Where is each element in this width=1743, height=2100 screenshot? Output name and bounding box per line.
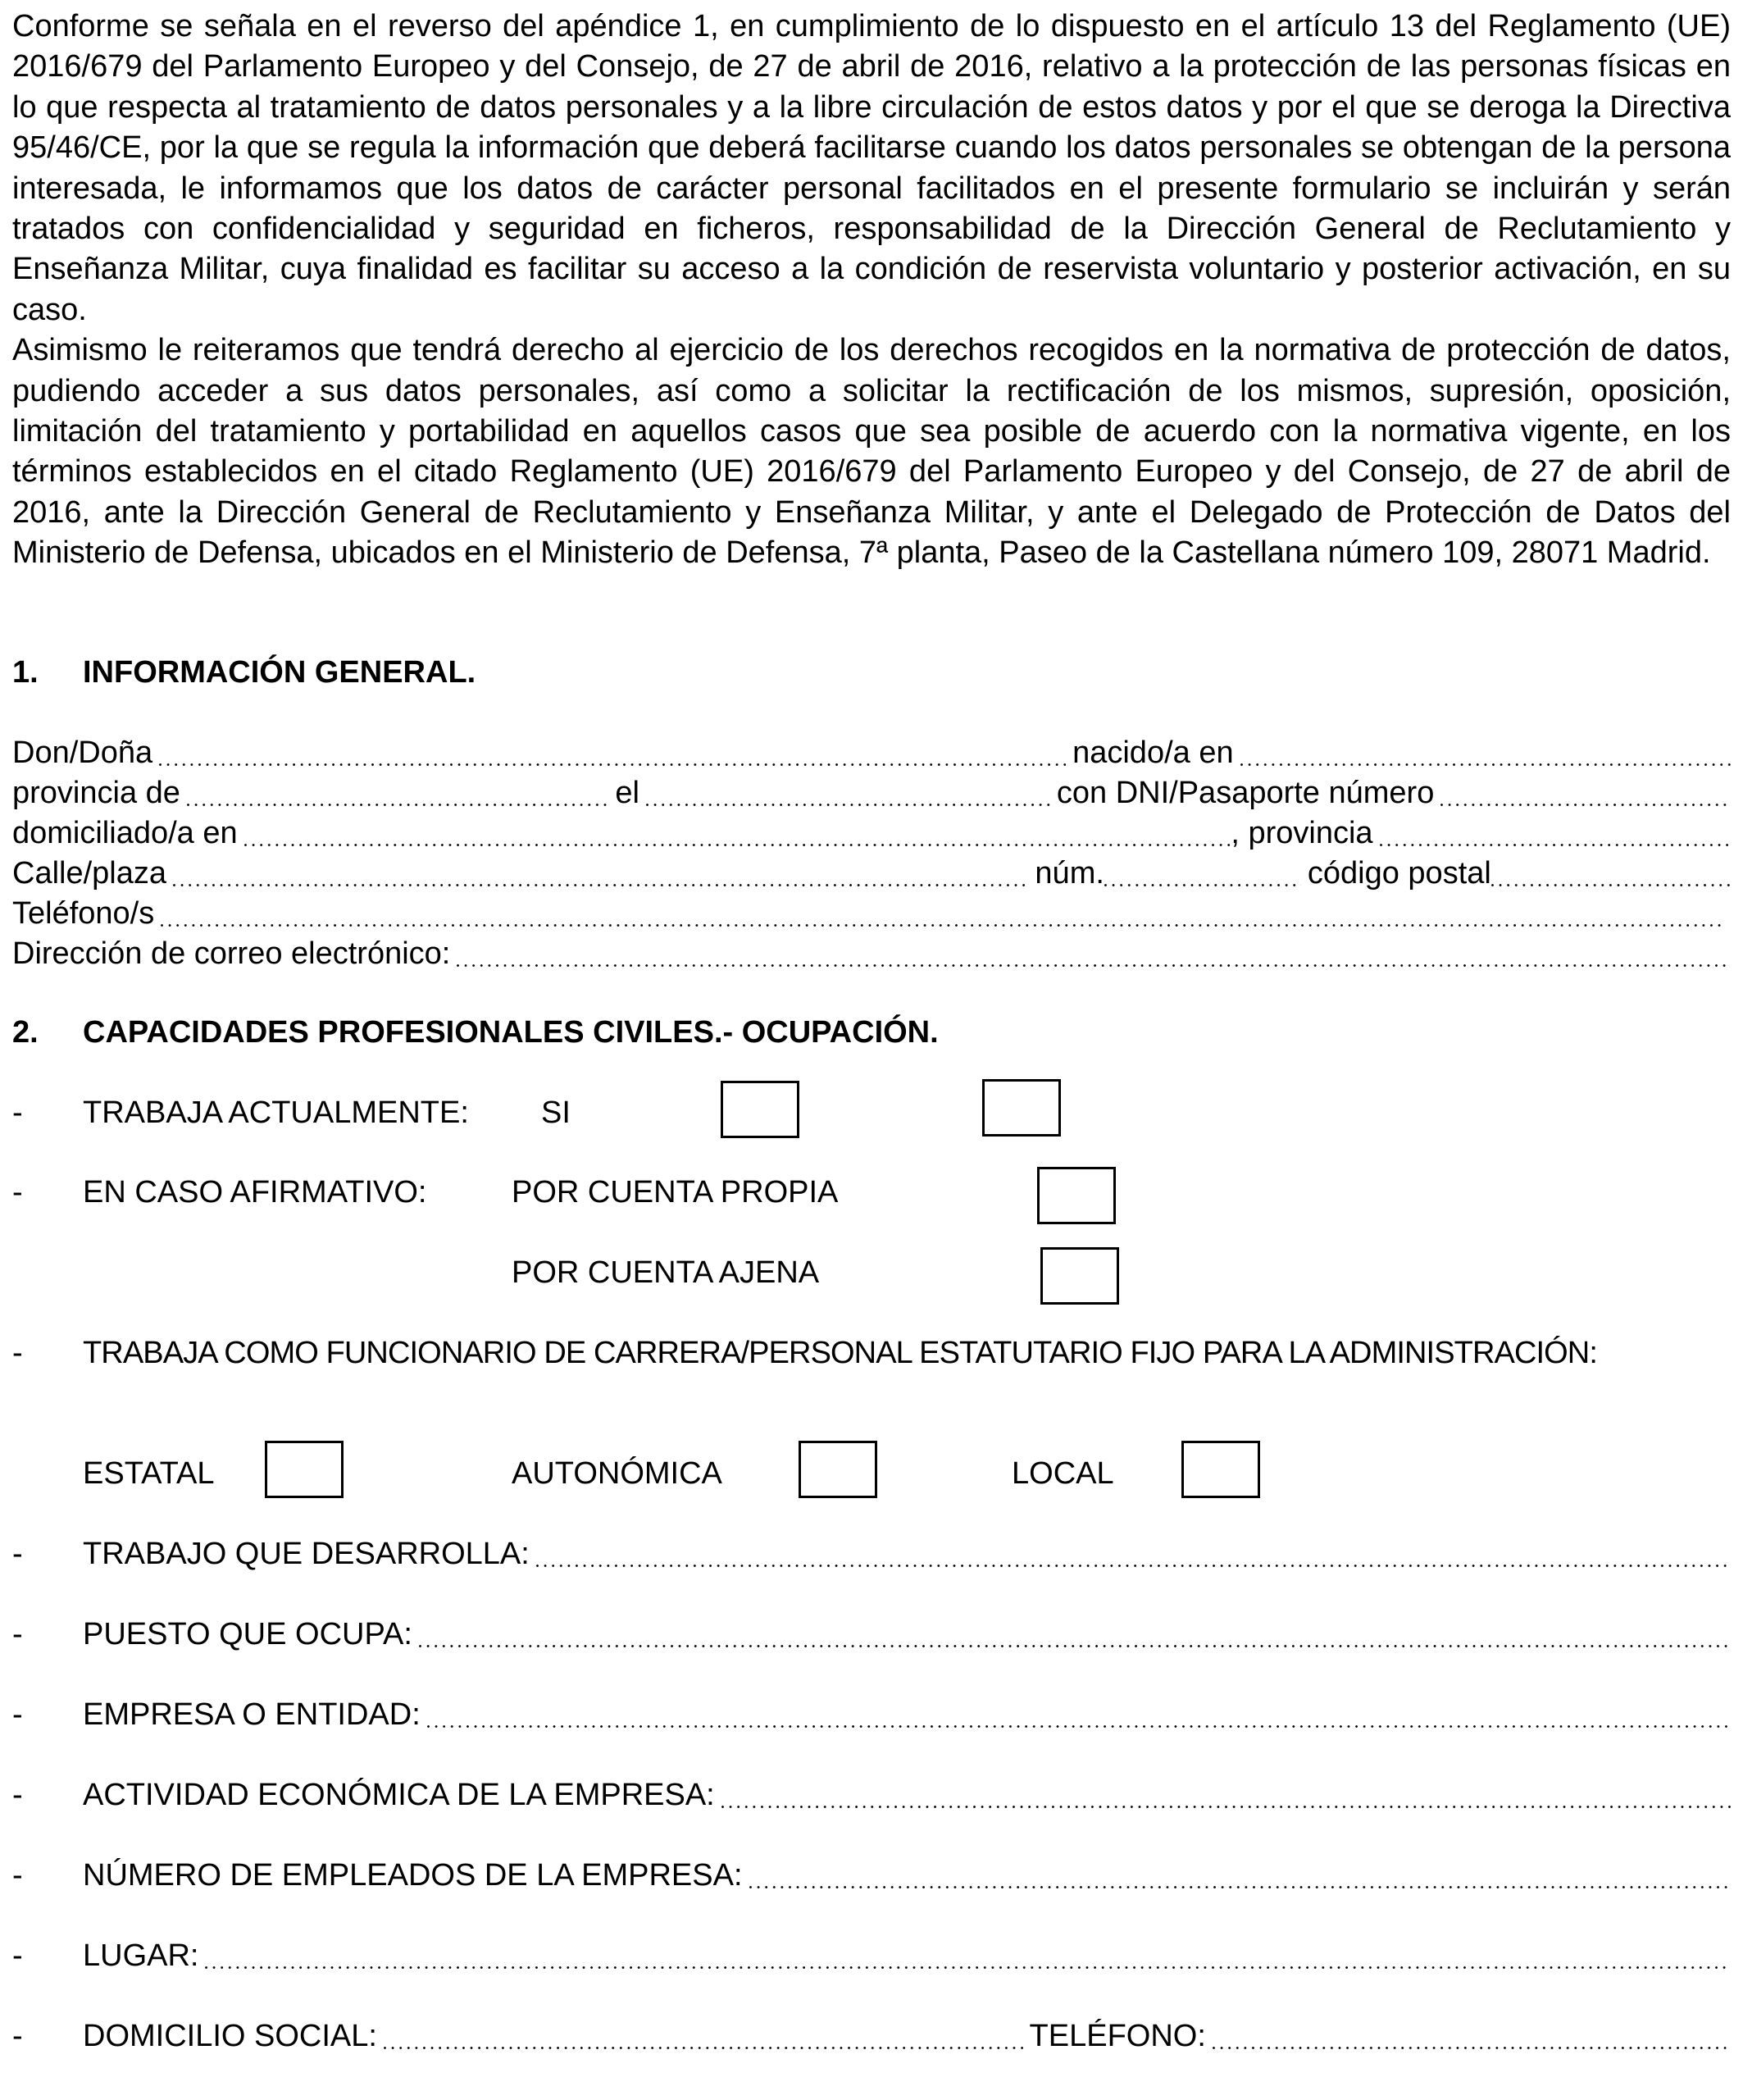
domiciliado-label: domiciliado/a en: [12, 816, 238, 850]
section-2-heading: 2. CAPACIDADES PROFESIONALES CIVILES.- OCUPACIÓN.: [12, 1015, 939, 1050]
empleados-label: NÚMERO DE EMPLEADOS DE LA EMPRESA:: [83, 1858, 743, 1893]
dni-field[interactable]: [1440, 773, 1731, 813]
don-dona-label: Don/Doña: [12, 736, 153, 770]
autonomica-checkbox[interactable]: [799, 1441, 877, 1498]
email-line: [12, 934, 1726, 974]
local-label: LOCAL: [1012, 1456, 1114, 1491]
domicilio-social-field[interactable]: [384, 2016, 1023, 2057]
cuenta-propia-label: POR CUENTA PROPIA: [512, 1175, 839, 1209]
cuenta-ajena-row: [12, 1253, 1731, 1293]
funcionario-label: TRABAJA COMO FUNCIONARIO DE CARRERA/PERSONAL ESTATUTARIO FIJO PARA LA ADMINISTRACIÓN:: [83, 1336, 1598, 1370]
estatal-checkbox[interactable]: [265, 1441, 344, 1498]
calle-label: Calle/plaza: [12, 856, 166, 891]
form-page: [12, 0, 1731, 2100]
codigo-postal-label: código postal: [1307, 856, 1491, 891]
email-field[interactable]: [457, 934, 1726, 974]
section-1-heading: 1. INFORMACIÓN GENERAL.: [12, 655, 476, 690]
privacy-notice: [12, 7, 1731, 574]
lugar-label: LUGAR:: [83, 1938, 199, 1973]
si-label: SI: [541, 1096, 571, 1130]
domicilio-social-line: - DOMICILIO SOCIAL: TELÉFONO:: [12, 2016, 1731, 2057]
telefono-field[interactable]: [1213, 2016, 1731, 2057]
puesto-field[interactable]: [419, 1615, 1731, 1655]
si-checkbox[interactable]: [721, 1081, 799, 1138]
phones-field[interactable]: [161, 894, 1726, 934]
privacy-paragraph-2: Asimismo le reiteramos que tendrá derecho al ejercicio de los derechos recogidos en la normativa de protección de datos, pudiendo acceder a sus datos personales, así como a solicitar la rectificación de los mismos, supresión, oposición, limitación del tratamiento y portabilidad en aquellos casos que sea posible de acuerdo con la normativa vigente, en los términos establecidos en el citado Reglamento (UE) 2016/679 del Parlamento Europeo y del Consejo, de 27 de abril de 2016, ante la Dirección General de Reclutamiento y Enseñanza Militar, y ante el Delegado de Protección de Datos del Ministerio de Defensa, ubicados en el Ministerio de Defensa, 7ª planta, Paseo de la Castellana número 109, 28071 Madrid.: [12, 333, 1731, 571]
telefonos-label: Teléfono/s: [12, 896, 155, 931]
actividad-line: - ACTIVIDAD ECONÓMICA DE LA EMPRESA:: [12, 1775, 1731, 1815]
street-number-field[interactable]: [1104, 854, 1301, 894]
trabajo-desarrolla-label: TRABAJO QUE DESARROLLA:: [83, 1537, 530, 1571]
domicile-line: [12, 813, 1731, 854]
privacy-paragraph-1: Conforme se señala en el reverso del apéndice 1, en cumplimiento de lo dispuesto en el artículo 13 del Reglamento (UE) 2016/679 del Parlamento Europeo y del Consejo, de 27 de abril de 2016, relativo a la protección de las personas físicas en lo que respecta al tratamiento de datos personales y a la libre circulación de estos datos y por el que se deroga la Directiva 95/46/CE, por la que se regula la información que deberá facilitarse cuando los datos personales se obtengan de la persona interesada, le informamos que los datos de carácter personal facilitados en el presente formulario se incluirán y serán tratados con confidencialidad y seguridad en ficheros, responsabilidad de la Dirección General de Reclutamiento y Enseñanza Militar, cuya finalidad es facilitar su acceso a la condición de reservista voluntario y posterior activación, en su caso.: [12, 9, 1731, 327]
birthplace-field[interactable]: [1240, 733, 1731, 773]
name-birthplace-line: [12, 733, 1731, 773]
autonomica-label: AUTONÓMICA: [512, 1456, 722, 1491]
empleados-line: - NÚMERO DE EMPLEADOS DE LA EMPRESA:: [12, 1856, 1731, 1896]
cuenta-propia-checkbox[interactable]: [1037, 1167, 1116, 1224]
telefono-label: TELÉFONO:: [1029, 2019, 1206, 2053]
funcionario-row: - TRABAJA COMO FUNCIONARIO DE CARRERA/PERSONAL ESTATUTARIO FIJO PARA LA ADMINISTRACIÓN:: [12, 1333, 1731, 1373]
trabajo-desarrolla-field[interactable]: [536, 1534, 1731, 1574]
province-date-dni-line: [12, 773, 1731, 813]
empresa-label: EMPRESA O ENTIDAD:: [83, 1697, 421, 1732]
puesto-line: - PUESTO QUE OCUPA:: [12, 1615, 1731, 1655]
trabajo-desarrolla-line: - TRABAJO QUE DESARROLLA:: [12, 1534, 1731, 1574]
el-label: el: [615, 776, 639, 810]
empresa-line: - EMPRESA O ENTIDAD:: [12, 1695, 1731, 1735]
en-caso-afirmativo-label: EN CASO AFIRMATIVO:: [83, 1175, 427, 1209]
cuenta-ajena-checkbox[interactable]: [1040, 1247, 1119, 1305]
street-line: [12, 854, 1731, 894]
nacido-en-label: nacido/a en: [1072, 736, 1234, 770]
actividad-field[interactable]: [721, 1775, 1731, 1815]
actividad-label: ACTIVIDAD ECONÓMICA DE LA EMPRESA:: [83, 1778, 715, 1812]
empresa-field[interactable]: [427, 1695, 1731, 1735]
provincia-label: , provincia: [1231, 816, 1373, 850]
cuenta-ajena-label: POR CUENTA AJENA: [512, 1255, 820, 1290]
en-caso-afirmativo-row: - EN CASO AFIRMATIVO: POR CUENTA PROPIA: [12, 1173, 1731, 1213]
num-label: núm.: [1035, 856, 1104, 891]
full-name-field[interactable]: [159, 733, 1066, 773]
puesto-label: PUESTO QUE OCUPA:: [83, 1617, 412, 1651]
dni-label: con DNI/Pasaporte número: [1056, 776, 1435, 810]
birth-date-field[interactable]: [646, 773, 1050, 813]
postal-code-field[interactable]: [1491, 854, 1731, 894]
lugar-line: - LUGAR:: [12, 1936, 1726, 1976]
lugar-field[interactable]: [205, 1936, 1726, 1976]
email-label: Dirección de correo electrónico:: [12, 936, 451, 971]
domicilio-social-label: DOMICILIO SOCIAL:: [83, 2019, 377, 2053]
domicile-field[interactable]: [244, 813, 1231, 854]
provincia-de-label: provincia de: [12, 776, 180, 810]
birth-province-field[interactable]: [187, 773, 608, 813]
phone-line: [12, 894, 1726, 934]
domicile-province-field[interactable]: [1380, 813, 1731, 854]
street-field[interactable]: [173, 854, 1028, 894]
no-checkbox[interactable]: [982, 1079, 1061, 1137]
trabaja-actualmente-label: TRABAJA ACTUALMENTE:: [83, 1096, 469, 1130]
local-checkbox[interactable]: [1181, 1441, 1260, 1498]
trabaja-actualmente-row: - TRABAJA ACTUALMENTE: SI: [12, 1093, 1731, 1133]
estatal-label: ESTATAL: [83, 1456, 215, 1491]
empleados-field[interactable]: [749, 1856, 1731, 1896]
